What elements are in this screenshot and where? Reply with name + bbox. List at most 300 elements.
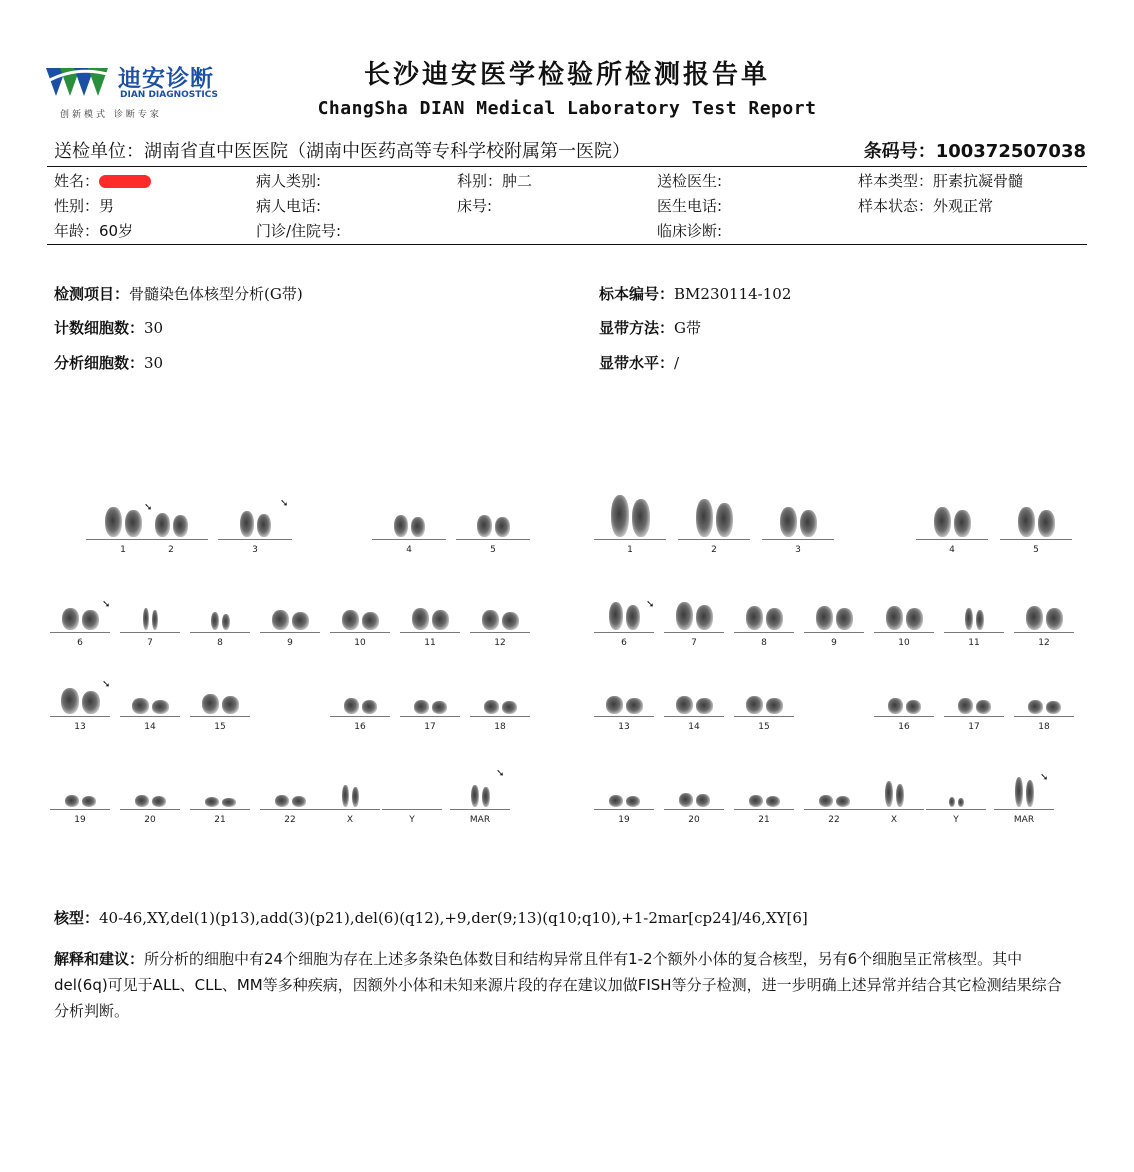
chromosome-9-right xyxy=(804,603,864,648)
chromosome-blob xyxy=(766,698,783,714)
chromosome-blob xyxy=(888,698,903,714)
chromosome-11-left xyxy=(400,603,460,648)
chromosome-label: 22 xyxy=(828,815,840,825)
chromosome-pair-image xyxy=(944,608,1004,630)
chromosome-blob xyxy=(749,795,763,807)
chromosome-blob xyxy=(954,510,971,537)
chromosome-pair-image xyxy=(400,608,460,630)
chromosome-blob xyxy=(696,605,713,630)
chromosome-label: Y xyxy=(953,815,959,825)
chromosome-baseline xyxy=(594,539,666,540)
chromosome-pair-image xyxy=(320,785,380,807)
chromosome-pair-image xyxy=(804,795,864,807)
chromosome-14-left xyxy=(120,687,180,732)
chromosome-blob xyxy=(362,700,377,714)
chromosome-blob xyxy=(82,796,96,807)
chromosome-baseline xyxy=(330,716,390,717)
chromosome-baseline xyxy=(50,716,110,717)
chromosome-12-left xyxy=(470,603,530,648)
chromosome-blob xyxy=(202,694,219,714)
chromosome-3-left xyxy=(218,498,292,555)
chromosome-label: 10 xyxy=(354,638,366,648)
chromosome-blob xyxy=(257,514,271,537)
chromosome-label: 6 xyxy=(621,638,627,648)
chromosome-blob xyxy=(205,797,219,807)
chromosome-15-left xyxy=(190,687,250,732)
chromosome-19-left xyxy=(50,780,110,825)
chromosome-baseline xyxy=(190,716,250,717)
chromosome-pair-image xyxy=(734,696,794,714)
chromosome-blob xyxy=(502,701,517,714)
chromosome-blob xyxy=(471,785,479,807)
chromosome-label: 11 xyxy=(968,638,980,648)
chromosome-5-right xyxy=(1000,510,1072,555)
chromosome-baseline xyxy=(120,632,180,633)
chromosome-blob xyxy=(362,612,379,630)
analyzed-cells-value: 30 xyxy=(144,354,164,372)
chromosome-2-right xyxy=(678,510,750,555)
chromosome-baseline xyxy=(944,716,1004,717)
chromosome-pair-image xyxy=(864,781,924,807)
chromosome-baseline xyxy=(400,716,460,717)
chromosome-baseline xyxy=(916,539,988,540)
chromosome-label: 15 xyxy=(758,722,770,732)
interpretation-label: 解释和建议： xyxy=(54,950,145,968)
chromosome-blob xyxy=(746,696,763,714)
sample-state: 样本状态：外观正常 xyxy=(858,197,994,215)
barcode-value: 100372507038 xyxy=(935,141,1086,162)
chromosome-baseline xyxy=(320,809,380,810)
chromosome-pair-image xyxy=(190,797,250,807)
chromosome-pair-image xyxy=(664,793,724,807)
chromosome-19-right xyxy=(594,780,654,825)
sender-label: 送检单位： xyxy=(54,141,144,162)
chromosome-pair-image xyxy=(762,507,834,537)
chromosome-blob xyxy=(275,795,289,807)
redaction-mark xyxy=(99,175,151,188)
chromosome-11-right xyxy=(944,603,1004,648)
chromosome-pair-image xyxy=(1014,606,1074,630)
chromosome-baseline xyxy=(678,539,750,540)
chromosome-baseline xyxy=(734,632,794,633)
chromosome-blob xyxy=(222,798,236,807)
abnormality-arrow-icon: ➘ xyxy=(102,679,111,690)
chromosome-1-right xyxy=(594,510,666,555)
patient-type: 病人类别: xyxy=(256,172,322,190)
karyotype-value: 40-46,XY,del(1)(p13),add(3)(p21),del(6)(q12),+9,der(9;13)(q10;q10),+1-2mar[cp24]/46,XY[6] xyxy=(99,909,808,927)
chromosome-label: 22 xyxy=(284,815,296,825)
chromosome-blob xyxy=(484,700,499,714)
chromosome-blob xyxy=(152,700,169,714)
chromosome-pair-image xyxy=(330,698,390,714)
chromosome-baseline xyxy=(50,632,110,633)
chromosome-baseline xyxy=(734,716,794,717)
chromosome-label: 20 xyxy=(688,815,700,825)
logo-tagline: 创新模式 诊断专家 xyxy=(60,110,162,120)
chromosome-baseline xyxy=(864,809,924,810)
chromosome-label: 8 xyxy=(217,638,223,648)
chromosome-blob xyxy=(696,499,713,537)
karyogram-left xyxy=(50,485,530,830)
chromosome-label: 5 xyxy=(490,545,496,555)
chromosome-pair-image xyxy=(120,795,180,807)
banding-method xyxy=(599,317,701,338)
chromosome-blob xyxy=(344,698,359,714)
chromosome-4-right xyxy=(916,510,988,555)
chromosome-blob xyxy=(211,612,219,630)
chromosome-blob xyxy=(965,608,973,630)
chromosome-blob xyxy=(1046,608,1063,630)
chromosome-blob xyxy=(292,796,306,807)
chromosome-label: X xyxy=(890,815,898,825)
chromosome-blob xyxy=(949,797,955,807)
chromosome-pair-image xyxy=(190,694,250,714)
chromosome-22-left xyxy=(260,780,320,825)
chromosome-blob xyxy=(412,608,429,630)
chromosome-blob xyxy=(1018,507,1035,537)
chromosome-blob xyxy=(626,605,640,630)
chromosome-pair-image xyxy=(734,606,794,630)
chromosome-label: 2 xyxy=(168,545,174,555)
chromosome-label: 2 xyxy=(711,545,717,555)
chromosome-blob xyxy=(626,796,640,807)
logo-name-en: DIAN DIAGNOSTICS xyxy=(120,90,219,100)
chromosome-blob xyxy=(143,608,149,630)
report-title-en: ChangSha DIAN Medical Laboratory Test Report xyxy=(317,98,817,119)
chromosome-13-right xyxy=(594,687,654,732)
chromosome-x-left xyxy=(320,780,380,825)
chromosome-baseline xyxy=(874,632,934,633)
chromosome-pair-image xyxy=(50,688,110,714)
chromosome-blob xyxy=(836,796,850,807)
chromosome-blob xyxy=(272,610,289,630)
chromosome-12-right xyxy=(1014,603,1074,648)
chromosome-3-right xyxy=(762,510,834,555)
chromosome-label: 18 xyxy=(494,722,506,732)
counted-cells-label: 计数细胞数： xyxy=(54,319,145,337)
chromosome-baseline xyxy=(134,539,208,540)
chromosome-blob xyxy=(62,608,79,630)
chromosome-blob xyxy=(816,606,833,630)
chromosome-5-left xyxy=(456,510,530,555)
chromosome-blob xyxy=(477,515,492,537)
chromosome-baseline xyxy=(664,716,724,717)
chromosome-blob xyxy=(1028,700,1043,714)
chromosome-baseline xyxy=(470,716,530,717)
chromosome-label: 16 xyxy=(354,722,366,732)
chromosome-pair-image xyxy=(400,700,460,714)
chromosome-blob xyxy=(1046,701,1061,714)
chromosome-blob xyxy=(800,510,817,537)
logo-name: 迪安诊断 xyxy=(118,66,214,92)
chromosome-mar-left xyxy=(450,768,510,825)
header-rule-bottom xyxy=(47,244,1087,245)
chromosome-blob xyxy=(976,610,984,630)
chromosome-blob xyxy=(934,507,951,537)
barcode xyxy=(864,137,1086,163)
chromosome-blob xyxy=(1015,777,1023,807)
chromosome-label: 20 xyxy=(144,815,156,825)
chromosome-baseline xyxy=(372,539,446,540)
banding-level xyxy=(599,352,679,373)
chromosome-blob xyxy=(1038,510,1055,537)
chromosome-blob xyxy=(342,610,359,630)
karyogram-right xyxy=(594,485,1074,830)
counted-cells xyxy=(54,317,163,338)
chromosome-blob xyxy=(906,700,921,714)
chromosome-pair-image xyxy=(218,511,292,537)
chromosome-21-right xyxy=(734,780,794,825)
chromosome-baseline xyxy=(594,632,654,633)
chromosome-9-left xyxy=(260,603,320,648)
chromosome-blob xyxy=(780,507,797,537)
chromosome-label: 21 xyxy=(214,815,226,825)
chromosome-label: 12 xyxy=(494,638,506,648)
chromosome-baseline xyxy=(330,632,390,633)
chromosome-6-right xyxy=(594,599,655,648)
patient-sex: 性别：男 xyxy=(54,197,115,215)
chromosome-mar-right xyxy=(994,772,1054,825)
chromosome-pair-image xyxy=(664,602,724,630)
chromosome-8-left xyxy=(190,603,250,648)
chromosome-label: 6 xyxy=(77,638,83,648)
chromosome-baseline xyxy=(450,809,510,810)
chromosome-label: 9 xyxy=(831,638,837,648)
chromosome-blob xyxy=(766,608,783,630)
chromosome-blob xyxy=(414,700,429,714)
chromosome-22-right xyxy=(804,780,864,825)
chromosome-blob xyxy=(896,784,904,807)
chromosome-blob xyxy=(502,612,519,630)
chromosome-17-left xyxy=(400,687,460,732)
chromosome-label: 18 xyxy=(1038,722,1050,732)
chromosome-y-right xyxy=(926,780,986,825)
chromosome-label: Y xyxy=(409,815,415,825)
chromosome-pair-image xyxy=(372,515,446,537)
chromosome-blob xyxy=(606,696,623,714)
clinical-diagnosis: 临床诊断: xyxy=(657,222,723,240)
banding-method-label: 显带方法： xyxy=(599,319,675,337)
chromosome-baseline xyxy=(120,716,180,717)
chromosome-blob xyxy=(61,688,79,714)
interpretation xyxy=(54,946,1066,1024)
chromosome-blob xyxy=(222,696,239,714)
chromosome-pair-image xyxy=(664,696,724,714)
chromosome-pair-image xyxy=(1000,507,1072,537)
chromosome-label: 13 xyxy=(618,722,630,732)
chromosome-label: 4 xyxy=(406,545,412,555)
chromosome-blob xyxy=(432,701,447,714)
chromosome-label: 11 xyxy=(424,638,436,648)
chromosome-21-left xyxy=(190,780,250,825)
chromosome-blob xyxy=(746,606,763,630)
chromosome-blob xyxy=(819,795,833,807)
chromosome-pair-image xyxy=(926,797,986,807)
chromosome-blob xyxy=(958,798,964,807)
chromosome-blob xyxy=(394,515,408,537)
chromosome-baseline xyxy=(260,809,320,810)
chromosome-blob xyxy=(676,602,693,630)
barcode-label: 条码号： xyxy=(863,141,936,162)
chromosome-pair-image xyxy=(120,608,180,630)
chromosome-blob xyxy=(632,499,650,537)
chromosome-baseline xyxy=(594,809,654,810)
chromosome-label: 8 xyxy=(761,638,767,648)
chromosome-baseline xyxy=(594,716,654,717)
analyzed-cells-label: 分析细胞数： xyxy=(54,354,145,372)
abnormality-arrow-icon: ➘ xyxy=(144,502,153,513)
chromosome-label: 9 xyxy=(287,638,293,648)
chromosome-baseline xyxy=(456,539,530,540)
chromosome-blob xyxy=(482,787,490,807)
chromosome-pair-image xyxy=(260,795,320,807)
chromosome-blob xyxy=(906,608,923,630)
chromosome-blob xyxy=(609,602,623,630)
chromosome-baseline xyxy=(1014,716,1074,717)
chromosome-blob xyxy=(65,795,79,807)
chromosome-baseline xyxy=(218,539,292,540)
abnormality-arrow-icon: ➘ xyxy=(646,599,655,610)
sender-value: 湖南省直中医医院（湖南中医药高等专科学校附属第一医院） xyxy=(144,141,630,162)
chromosome-blob xyxy=(886,606,903,630)
chromosome-13-left xyxy=(50,679,111,732)
chromosome-20-left xyxy=(120,780,180,825)
patient-age: 年龄：60岁 xyxy=(54,222,134,240)
abnormality-arrow-icon: ➘ xyxy=(1040,772,1049,783)
chromosome-blob xyxy=(716,503,733,537)
clinic-number: 门诊/住院号: xyxy=(256,222,342,240)
abnormality-arrow-icon: ➘ xyxy=(280,498,289,509)
analyzed-cells xyxy=(54,352,163,373)
chromosome-label: MAR xyxy=(469,815,491,825)
chromosome-label: 1 xyxy=(120,545,126,555)
chromosome-pair-image xyxy=(456,515,530,537)
chromosome-blob xyxy=(411,517,425,537)
patient-phone: 病人电话: xyxy=(256,197,322,215)
chromosome-baseline xyxy=(190,632,250,633)
interpretation-value: 所分析的细胞中有24个细胞为存在上述多条染色体数目和结构异常且伴有1-2个额外小体的复合核型，另有6个细胞呈正常核型。其中del(6q)可见于ALL、CLL、MM等多种疾病，因额外小体和未知来源片段的存在建议加做FISH等分子检测，进一步明确上述异常并结合其它检测结果综合分析判断。 xyxy=(54,950,1062,1020)
chromosome-pair-image xyxy=(734,795,794,807)
chromosome-baseline xyxy=(664,632,724,633)
chromosome-label: 14 xyxy=(688,722,700,732)
chromosome-20-right xyxy=(664,780,724,825)
chromosome-label: 5 xyxy=(1033,545,1039,555)
chromosome-baseline xyxy=(804,632,864,633)
chromosome-pair-image xyxy=(594,795,654,807)
chromosome-10-left xyxy=(330,603,390,648)
chromosome-blob xyxy=(1026,606,1043,630)
chromosome-pair-image xyxy=(804,606,864,630)
chromosome-baseline xyxy=(664,809,724,810)
chromosome-label: 17 xyxy=(424,722,436,732)
chromosome-blob xyxy=(482,610,499,630)
specimen-number-value: BM230114-102 xyxy=(674,285,792,303)
counted-cells-value: 30 xyxy=(144,319,164,337)
karyotype-result xyxy=(54,905,1084,931)
chromosome-blob xyxy=(976,700,991,714)
sending-doctor: 送检医生: xyxy=(657,172,723,190)
chromosome-blob xyxy=(155,513,170,537)
chromosome-baseline xyxy=(944,632,1004,633)
chromosome-2-left xyxy=(134,510,208,555)
chromosome-baseline xyxy=(762,539,834,540)
chromosome-blob xyxy=(679,793,693,807)
patient-name-label: 姓名： xyxy=(54,172,100,190)
chromosome-blob xyxy=(352,787,359,807)
chromosome-pair-image xyxy=(874,606,934,630)
chromosome-x-right xyxy=(864,780,924,825)
chromosome-baseline xyxy=(400,632,460,633)
abnormality-arrow-icon: ➘ xyxy=(496,768,505,779)
chromosome-blob xyxy=(611,495,629,537)
chromosome-pair-image xyxy=(470,700,530,714)
chromosome-baseline xyxy=(1000,539,1072,540)
chromosome-blob xyxy=(766,796,780,807)
chromosome-label: X xyxy=(346,815,354,825)
chromosome-y-left xyxy=(382,780,442,825)
chromosome-pair-image xyxy=(916,507,988,537)
chromosome-label: 13 xyxy=(74,722,86,732)
chromosome-baseline xyxy=(260,632,320,633)
chromosome-pair-image xyxy=(874,698,934,714)
chromosome-baseline xyxy=(50,809,110,810)
sender-unit xyxy=(54,137,630,163)
chromosome-pair-image xyxy=(470,610,530,630)
chromosome-blob xyxy=(240,511,254,537)
chromosome-16-left xyxy=(330,687,390,732)
chromosome-baseline xyxy=(190,809,250,810)
chromosome-baseline xyxy=(926,809,986,810)
chromosome-pair-image xyxy=(678,499,750,537)
chromosome-blob xyxy=(676,696,693,714)
chromosome-label: 14 xyxy=(144,722,156,732)
banding-level-label: 显带水平： xyxy=(599,354,675,372)
chromosome-blob xyxy=(696,794,710,807)
chromosome-baseline xyxy=(734,809,794,810)
chromosome-blob xyxy=(836,608,853,630)
chromosome-blob xyxy=(292,612,309,630)
chromosome-blob xyxy=(82,691,100,714)
department: 科别：肿二 xyxy=(457,172,533,190)
chromosome-pair-image xyxy=(190,612,250,630)
chromosome-blob xyxy=(342,785,349,807)
banding-method-value: G带 xyxy=(674,319,701,337)
chromosome-label: 12 xyxy=(1038,638,1050,648)
chromosome-4-left xyxy=(372,510,446,555)
chromosome-baseline xyxy=(120,809,180,810)
chromosome-label: 7 xyxy=(147,638,153,648)
chromosome-pair-image xyxy=(594,495,666,537)
chromosome-14-right xyxy=(664,687,724,732)
test-item-value: 骨髓染色体核型分析(G带) xyxy=(129,285,303,303)
chromosome-16-right xyxy=(874,687,934,732)
chromosome-label: 1 xyxy=(627,545,633,555)
chromosome-10-right xyxy=(874,603,934,648)
chromosome-blob xyxy=(173,515,188,537)
specimen-number xyxy=(599,283,791,304)
chromosome-blob xyxy=(609,795,623,807)
test-item-label: 检测项目： xyxy=(54,285,130,303)
chromosome-label: 19 xyxy=(618,815,630,825)
chromosome-pair-image xyxy=(1014,700,1074,714)
doctor-phone: 医生电话: xyxy=(657,197,723,215)
chromosome-blob xyxy=(105,507,122,537)
chromosome-blob xyxy=(958,698,973,714)
header-rule-top xyxy=(47,166,1087,167)
chromosome-label: 19 xyxy=(74,815,86,825)
chromosome-pair-image xyxy=(120,698,180,714)
patient-name xyxy=(54,170,151,191)
